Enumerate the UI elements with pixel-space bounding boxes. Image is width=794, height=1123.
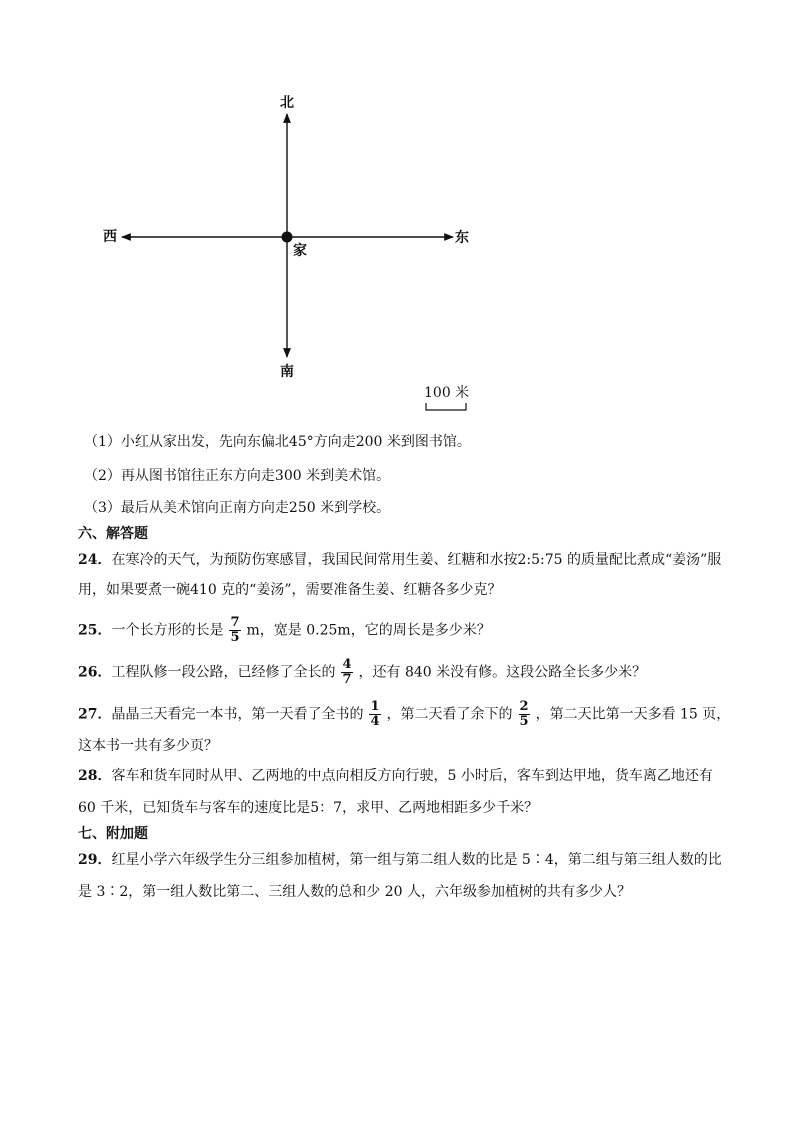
question-27-text-pre: 晶晶三天看完一本书，第一天看了全书的 (111, 706, 364, 723)
fraction-4-7: $\frac{4}{7}$ (342, 657, 352, 687)
north-label: 北 (280, 95, 294, 111)
home-point (282, 232, 293, 243)
question-29-text1: 红星小学六年级学生分三组参加植树，第一组与第二组人数的比是 5∶4，第二组与第三组人数的比 (111, 852, 722, 868)
question-26-text-pre: 工程队修一段公路，已经修了全长的 (111, 664, 336, 681)
question-26 (78, 658, 646, 687)
question-28-line1 (78, 766, 713, 786)
section7-heading: 七、附加题 (78, 826, 148, 842)
fraction-1-4: $\frac{1}{4}$ (370, 699, 380, 729)
question-29-number: 29． (78, 852, 112, 868)
question-24-line2: 用，如果要煮一碗410 克的“姜汤”，需要准备生姜、红糖各多少克？ (78, 582, 502, 598)
question-27-text-post: ，第二天比第一天多看 15 页， (535, 706, 731, 723)
question-25-text-pre: 一个长方形的长是 (111, 622, 224, 639)
question-28-number: 28． (78, 768, 112, 784)
question-25-text-post: m，宽是 0.25m，它的周长是多少米？ (246, 622, 491, 639)
question-24-number: 24． (78, 552, 112, 568)
scale-label: 100 米 (424, 385, 470, 401)
question-27-line1 (78, 700, 730, 729)
section6-heading: 六、解答题 (78, 526, 148, 542)
home-label: 家 (293, 243, 307, 259)
question-27-line2: 这本书一共有多少页？ (78, 738, 218, 754)
question-29-line1 (78, 850, 722, 870)
compass-axes (0, 0, 794, 430)
question-24-line1 (78, 550, 721, 570)
part5-item-3: （3）最后从美术馆向正南方向走250 米到学校。 (84, 500, 391, 516)
question-25-number: 25． (78, 622, 112, 639)
question-26-text-post: ，还有 840 米没有修。这段公路全长多少米？ (358, 664, 647, 681)
east-label: 东 (455, 230, 469, 246)
fraction-7-5: $\frac{7}{5}$ (230, 615, 240, 645)
question-26-number: 26． (78, 664, 112, 681)
west-label: 西 (103, 229, 117, 245)
compass-diagram (0, 0, 794, 430)
fraction-2-5: $\frac{2}{5}$ (519, 699, 529, 729)
scale-bar (426, 403, 466, 410)
question-28-text1: 客车和货车同时从甲、乙两地的中点向相反方向行驶，5 小时后，客车到达甲地，货车离乙地还有 (111, 768, 713, 784)
question-27-number: 27． (78, 706, 112, 723)
question-29-line2: 是 3∶2，第一组人数比第二、三组人数的总和少 20 人，六年级参加植树的共有多少人？ (78, 884, 631, 900)
part5-item-1: （1）小红从家出发，先向东偏北45°方向走200 米到图书馆。 (84, 434, 471, 450)
part5-item-2: （2）再从图书馆往正东方向走300 米到美术馆。 (84, 468, 391, 484)
question-27-text-mid: ，第二天看了余下的 (386, 706, 513, 723)
question-24-text1: 在寒冷的天气，为预防伤寒感冒，我国民间常用生姜、红糖和水按2:5:75 的质量配比煮成“姜汤”服 (111, 552, 722, 568)
question-25 (78, 616, 491, 645)
south-label: 南 (280, 364, 294, 380)
question-28-line2: 60 千米，已知货车与客车的速度比是5：7，求甲、乙两地相距多少千米？ (78, 800, 539, 816)
